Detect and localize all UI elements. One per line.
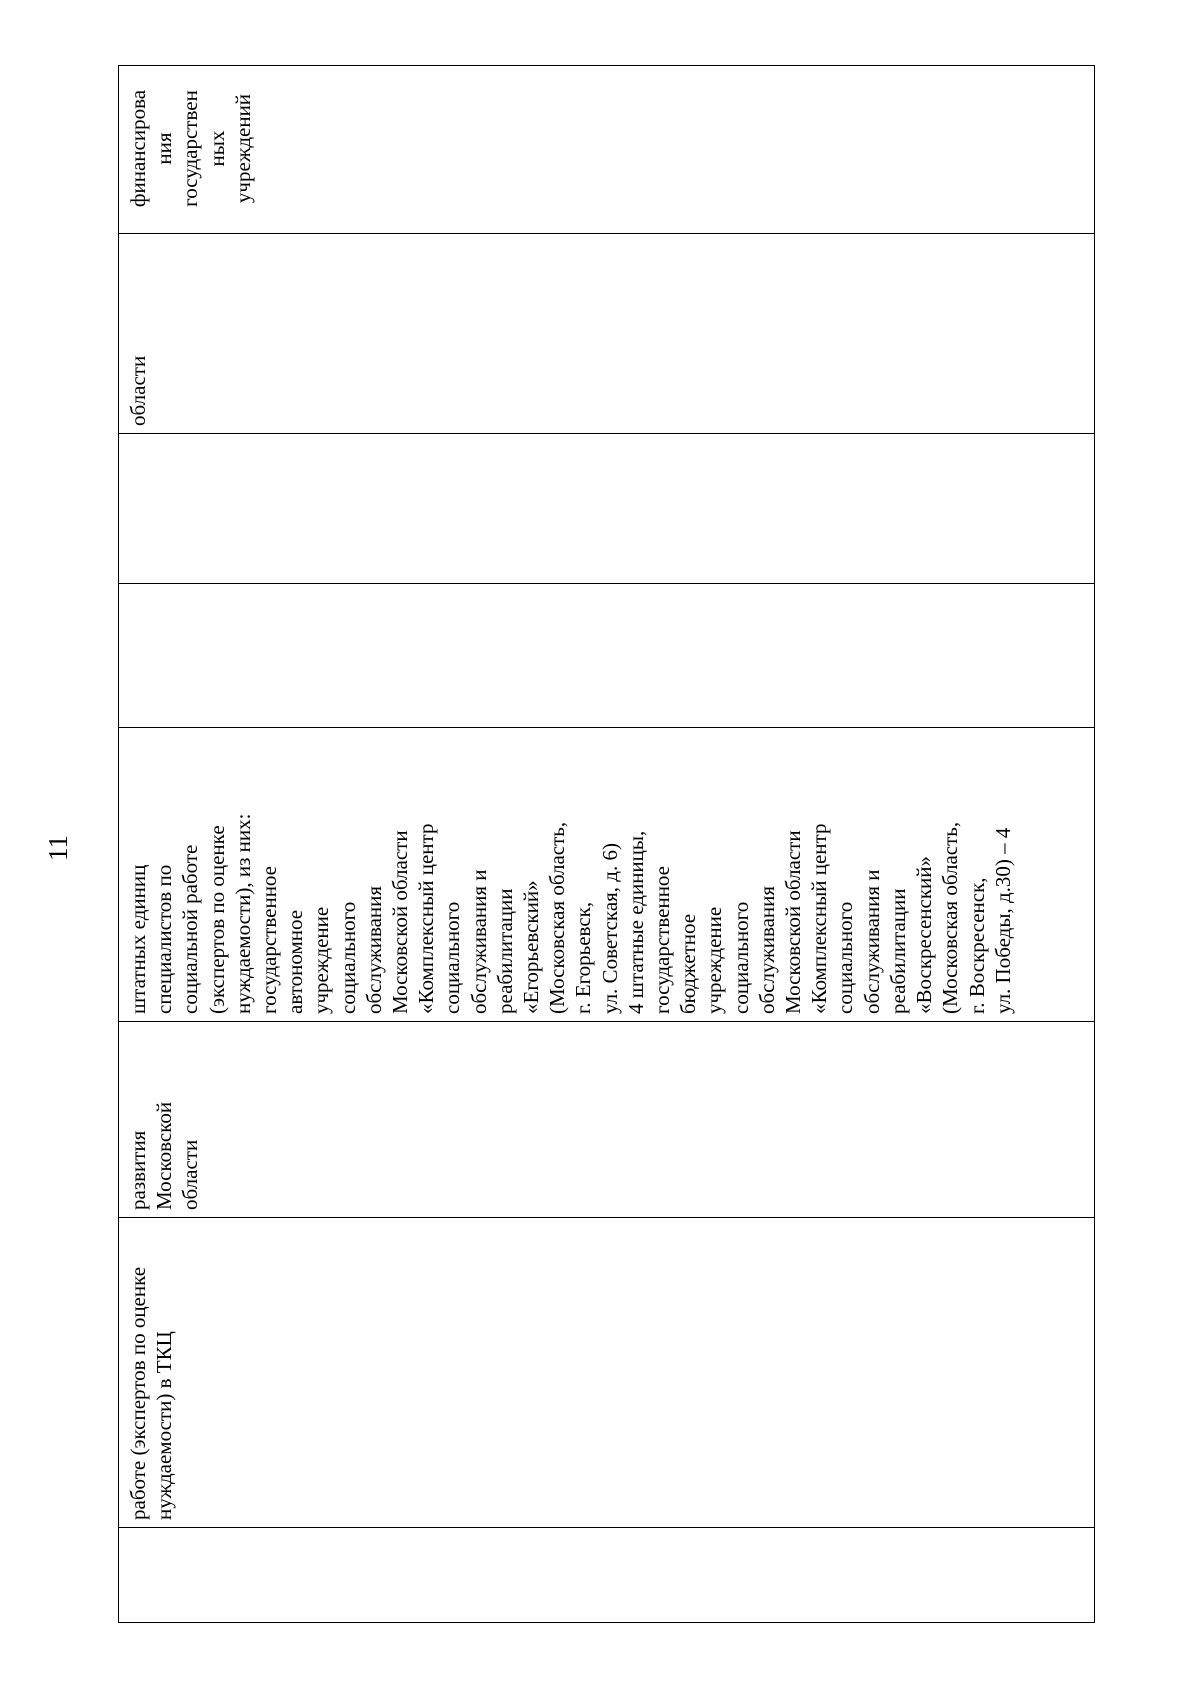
- cell-text-line: «Воскресенский»: [912, 855, 937, 1014]
- cell-text-line: Московской: [152, 1101, 177, 1210]
- cell-text-line: области: [126, 355, 150, 426]
- cell-text-line: развития: [126, 1130, 150, 1210]
- cell-text-line: социальной работе: [178, 844, 203, 1014]
- cell-text-line: социального: [728, 901, 753, 1014]
- cell-text-line: социального: [833, 901, 858, 1014]
- cell-text-line: учреждений: [230, 93, 255, 204]
- cell-text-line: реабилитации: [492, 888, 517, 1014]
- cell-text-line: нуждаемости), из них:: [230, 813, 255, 1014]
- table-cell-financing: [119, 65, 1094, 233]
- cell-text-line: автономное: [283, 909, 308, 1014]
- page-number: 11: [43, 835, 73, 861]
- table-viewport: [118, 65, 1095, 1623]
- cell-text-line: Московской области: [388, 830, 413, 1014]
- table-cell-description: [119, 727, 1094, 1021]
- cell-text-line: обслуживания и: [859, 869, 884, 1014]
- cell-text-line: «Комплексный центр: [414, 823, 439, 1014]
- cell-text-line: обслуживания: [754, 885, 779, 1014]
- cell-text-line: ных: [204, 130, 229, 167]
- cell-text-line: ул. Советская, д. 6): [597, 843, 622, 1014]
- cell-text-line: Московской области: [781, 830, 806, 1014]
- cell-text-line: финансирова: [126, 89, 150, 208]
- table-cell-budget: [119, 233, 1094, 433]
- cell-text-line: области: [178, 1139, 203, 1210]
- cell-text-line: работе (экспертов по оценке: [126, 1266, 150, 1520]
- cell-text-line: социального: [335, 901, 360, 1014]
- cell-text-line: (Московская область,: [545, 821, 570, 1014]
- table-cell-measure: [119, 1217, 1094, 1527]
- table-cell-empty-1: [119, 583, 1094, 727]
- cell-text-line: бюджетное: [676, 913, 701, 1014]
- cell-text-line: социального: [440, 901, 465, 1014]
- cell-text-line: государствен: [178, 90, 203, 207]
- cell-text-line: г. Егорьевск,: [571, 901, 596, 1014]
- cell-text-line: государственное: [650, 865, 675, 1014]
- data-table: [118, 65, 1095, 1623]
- cell-text-line: (Московская область,: [938, 821, 963, 1014]
- cell-text-line: г. Воскресенск,: [964, 877, 989, 1014]
- cell-text-line: «Егорьевский»: [519, 880, 544, 1014]
- cell-text-line: обслуживания: [361, 885, 386, 1014]
- cell-text-line: ул. Победы, д.30) – 4: [990, 827, 1015, 1014]
- cell-text-line: учреждение: [309, 906, 334, 1014]
- cell-text-line: учреждение: [702, 906, 727, 1014]
- cell-text-line: реабилитации: [885, 888, 910, 1014]
- cell-text-line: специалистов по: [152, 864, 177, 1014]
- table-cell-empty-2: [119, 433, 1094, 583]
- cell-text-line: «Комплексный центр: [807, 823, 832, 1014]
- cell-text-line: государственное: [257, 865, 282, 1014]
- cell-text-line: (экспертов по оценке: [204, 825, 229, 1014]
- cell-text-line: 4 штатные единицы,: [623, 830, 648, 1014]
- cell-text-line: ния: [152, 132, 177, 165]
- cell-text-line: обслуживания и: [466, 869, 491, 1014]
- table-cell-number: [119, 1527, 1094, 1622]
- cell-text-line: нуждаемости) в ТКЦ: [152, 1331, 177, 1520]
- table-cell-executor: [119, 1021, 1094, 1217]
- cell-text-line: штатных единиц: [126, 864, 150, 1014]
